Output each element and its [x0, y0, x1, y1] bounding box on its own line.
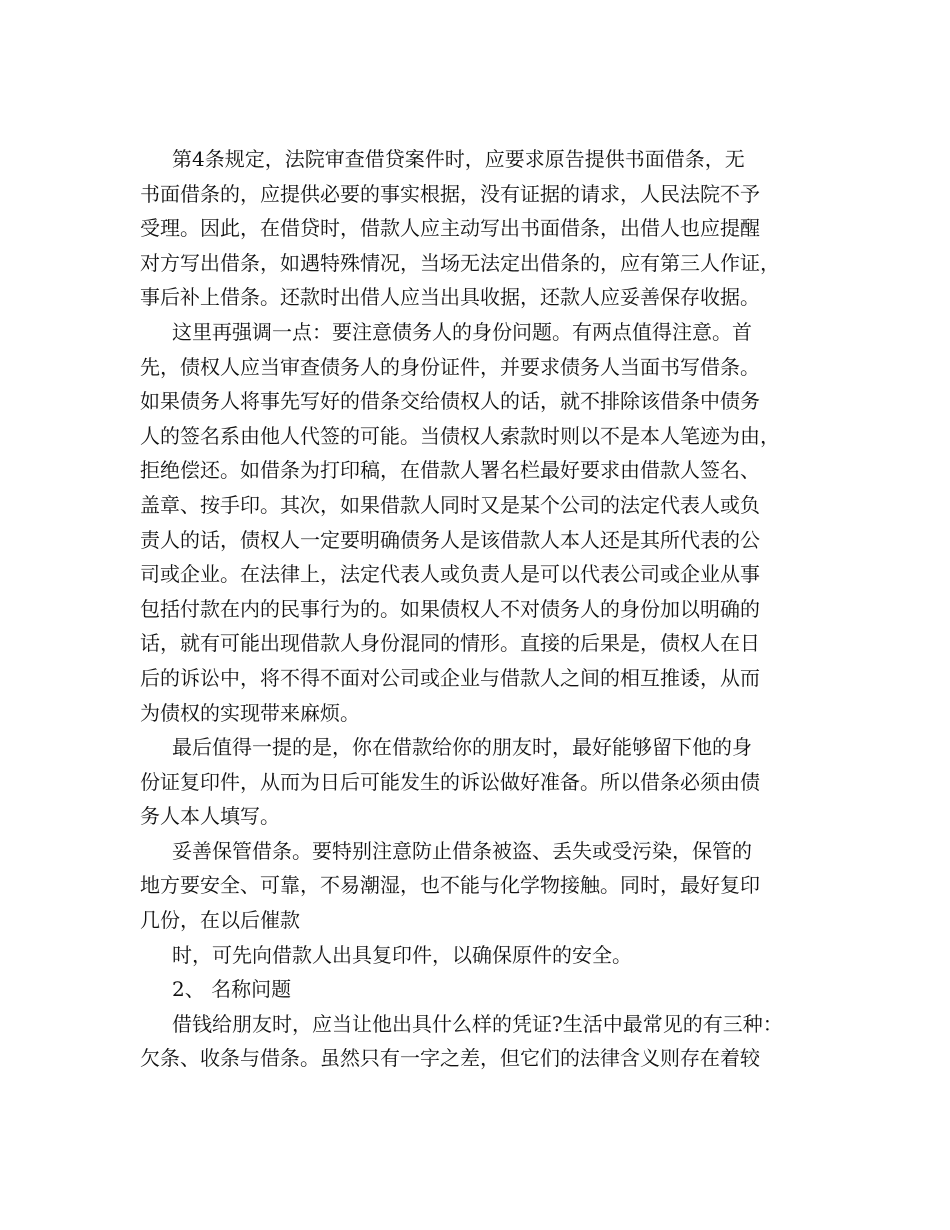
- section-heading-naming: 2、 名称问题: [172, 977, 292, 1002]
- paragraph-copy-first: 时，可先向借款人出具复印件，以确保原件的安全。: [172, 942, 632, 967]
- document-body: [140, 142, 820, 1076]
- paragraph-id-copy: 最后值得一提的是，你在借款给你的朋友时，最好能够留下他的身 份证复印件，从而为日后可能发生的诉讼做好准备。所以借条必须由债 务人本人填写。: [140, 735, 760, 829]
- paragraph-keep-iou-safe: 妥善保管借条。要特别注意防止借条被盗、丢失或受污染，保管的 地方要安全、可靠，不易潮湿，也不能与化学物接触。同时，最好复印 几份，在以后催款: [140, 838, 760, 933]
- paragraph-voucher-types: 借钱给朋友时，应当让他出具什么样的凭证?生活中最常见的有三种： 欠条、收条与借条。虽然只有一字之差，但它们的法律含义则存在着较: [140, 1011, 783, 1071]
- paragraph-written-iou-rule: 第4条规定，法院审查借贷案件时，应要求原告提供书面借条，无 书面借条的，应提供必要的事实根据，没有证据的请求，人民法院不予 受理。因此，在借贷时，借款人应主动写出书面借条，出借人也应提醒 对方写出借条，如遇特殊情况，当场无法定出借条的，应有第三人作证， 事后补上借条。还款时出借人应当出具收据，还款人应妥善保存收据。: [140, 147, 780, 310]
- paragraph-debtor-identity: 这里再强调一点：要注意债务人的身份问题。有两点值得注意。首 先，债权人应当审查债务人的身份证件，并要求债务人当面书写借条。 如果债务人将事先写好的借条交给债权人的话，就不排除该借条中债务 人的签名系由他人代签的可能。当债权人索款时则以不是本人笔迹为由， 拒绝偿还。如借条为打印稿，在借款人署名栏最好要求由借款人签名、 盖章、按手印。其次，如果借款人同时又是某个公司的法定代表人或负 责人的话，债权人一定要明确债务人是该借款人本人还是其所代表的公 司或企业。在法律上，法定代表人或负责人是可以代表公司或企业从事 包括付款在内的民事行为的。如果债权人不对债务人的身份加以明确的 话，就有可能出现借款人身份混同的情形。直接的后果是，债权人在日 后的诉讼中，将不得不面对公司或企业与借款人之间的相互推诿，从而 为债权的实现带来麻烦。: [140, 319, 780, 725]
